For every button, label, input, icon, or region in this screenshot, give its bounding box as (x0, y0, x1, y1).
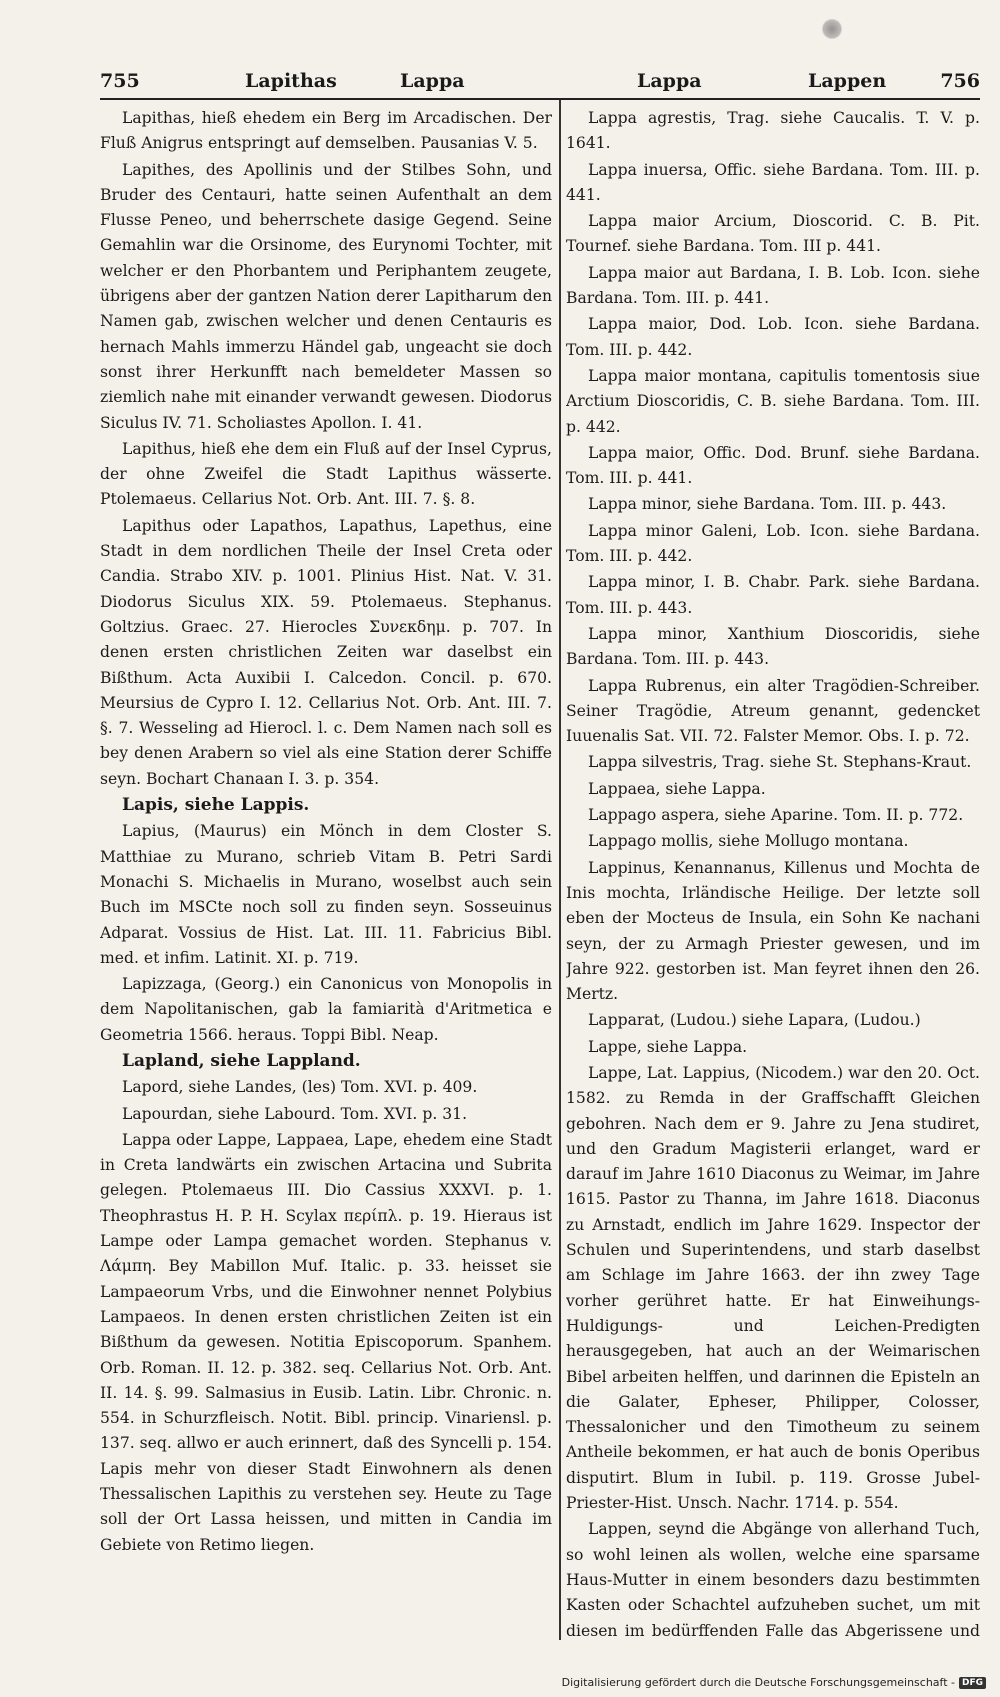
dictionary-entry: Lapland, siehe Lappland. (122, 1050, 361, 1071)
dictionary-entry: Lapithas, hieß ehedem ein Berg im Arcadischen. Der Fluß Anigrus entspringt auf demselben. Pausanias V. 5. (100, 109, 552, 153)
dictionary-entry: Lapizzaga, (Georg.) ein Canonicus von Monopolis in dem Napolitanischen, gab la famiarità d'Aritmetica e Geometria 1566. heraus. Toppi Bibl. Neap. (100, 975, 552, 1044)
dictionary-entry: Lappe, Lat. Lappius, (Nicodem.) war den 20. Oct. 1582. zu Remda in der Graffschafft Gleichen gebohren. Nach dem er 9. Jahre zu Jena studiret, und den Gradum Magisterii erlanget, ward er darauf im Jahre 1610 Diaconus zu Weimar, im Jahre 1615. Pastor zu Thanna, im Jahre 1618. Diaconus zu Arnstadt, endlich im Jahre 1629. Inspector der Schulen und Superintendens, und starb daselbst am Schlage im Jahre 1663. der ihn zwey Tage vorher gerühret hatte. Er hat Einweihungs- Huldigungs- und Leichen-Predigten herausgegeben, hat auch an der Weimarischen Bibel arbeiten helffen, und darinnen die Episteln an die Galater, Epheser, Philipper, Colosser, Thessalonicher und den Timotheum zu seinem Antheile bekommen, er hat auch de bonis Operibus disputirt. Blum in Iubil. p. 119. Grosse Jubel-Priester-Hist. Unsch. Nachr. 1714. p. 554. (566, 1063, 980, 1513)
dfg-logo: DFG (959, 1677, 986, 1689)
dictionary-entry: Lappa minor, Xanthium Dioscoridis, siehe Bardana. Tom. III. p. 443. (566, 624, 980, 669)
dictionary-entry: Lapis, siehe Lappis. (122, 795, 310, 816)
dictionary-entry: Lappa inuersa, Offic. siehe Bardana. Tom. III. p. 441. (566, 160, 980, 204)
dictionary-entry: Lapord, siehe Landes, (les) Tom. XVI. p. 409. (122, 1078, 478, 1097)
dictionary-entry: Lappa oder Lappe, Lappaea, Lape, ehedem eine Stadt in Creta landwärts ein zwischen Artacina und Subrita gelegen. Ptolemaeus III. Dio Cassius XXXVI. p. 1. Theophrastus H. P. H. Scylax περίπλ. p. 19. Hieraus ist Lampe oder Lampa gemachet worden. Stephanus v. Λάμπη. Bey Mabillon Muf. Italic. p. 33. heisset sie Lampaeorum Vrbs, und die Einwohner nennet Polybius Lampaeos. In denen ersten christlichen Zeiten ist ein Bißthum da gewesen. Notitia Episcoporum. Spanhem. Orb. Roman. II. 12. p. 382. seq. Cellarius Not. Orb. Ant. II. 14. §. 99. Salmasius in Eusib. Latin. Libr. Chronic. n. 554. in Schurzfleisch. Notit. Bibl. princip. Vinariensl. p. 137. seq. allwo er auch erinnert, daß des Syncelli p. 154. Lapis mehr von dieser Stadt Einwohnern als denen Thessalischen Lapithis zu verstehen sey. Heute zu Tage soll der Ort Lassa heissen, und mitten in Candia im Gebiete von Retimo liegen. (100, 1130, 552, 1554)
running-head-4: Lappen (808, 70, 887, 92)
footer-credit-text: Digitalisierung gefördert durch die Deutsche Forschungsgemeinschaft - (561, 1676, 955, 1689)
dictionary-entry: Lapithus, hieß ehe dem ein Fluß auf der Insel Cyprus, der ohne Zweifel die Stadt Lapithus wässerte. Ptolemaeus. Cellarius Not. Orb. Ant. III. 7. §. 8. (100, 439, 552, 509)
dictionary-entry: Lappaea, siehe Lappa. (588, 779, 766, 798)
dictionary-entry: Lappen, seynd die Abgänge von allerhand Tuch, so wohl leinen als wollen, welche eine sparsame Haus-Mutter in einem besonders dazu bestimmten Kasten oder Schachtel aufzuheben suchet, um mit diesen im bedürffenden Falle das Abgerissene und (566, 1520, 980, 1640)
dictionary-entry: Lappa maior Arcium, Dioscorid. C. B. Pit. Tournef. siehe Bardana. Tom. III p. 441. (566, 212, 980, 256)
dictionary-entry: Lappa maior aut Bardana, I. B. Lob. Icon. siehe Bardana. Tom. III. p. 441. (566, 263, 980, 308)
dictionary-entry: Lapius, (Maurus) ein Mönch in dem Closter S. Matthiae zu Murano, schrieb Vitam B. Petri Sardi Monachi S. Michaelis in Murano, woselbst auch sein Buch im MSCte noch soll zu finden seyn. Sosseuinus Adparat. Vossius de Hist. Lat. III. 11. Fabricius Bibl. med. et infim. Latinit. XI. p. 719. (100, 822, 552, 967)
left-column (100, 106, 552, 1646)
dictionary-entry: Lappa maior, Offic. Dod. Brunf. siehe Bardana. Tom. III. p. 441. (566, 443, 980, 488)
ink-stain (822, 18, 842, 40)
page-number-right: 756 (940, 70, 980, 92)
dictionary-entry: Lappa maior, Dod. Lob. Icon. siehe Bardana. Tom. III. p. 442. (566, 315, 980, 359)
dictionary-entry: Lappa minor, siehe Bardana. Tom. III. p. 443. (588, 495, 947, 514)
column-divider (559, 100, 561, 1640)
running-head-1: Lapithas (245, 70, 337, 92)
dictionary-entry: Lappa agrestis, Trag. siehe Caucalis. T. V. p. 1641. (566, 109, 980, 153)
footer-credit (562, 1676, 986, 1689)
dictionary-entry: Lappinus, Kenannanus, Killenus und Mochta de Inis mochta, Irländische Heilige. Der letzte soll eben der Mocteus de Insula, ein Sohn Ke nachani seyn, der zu Armagh Priester gewesen, und im Jahre 922. gestorben ist. Man feyret ihnen den 26. Mertz. (566, 858, 980, 1004)
dictionary-entry: Lappago mollis, siehe Mollugo montana. (588, 832, 909, 851)
header-rule (100, 98, 980, 100)
dictionary-entry: Lappago aspera, siehe Aparine. Tom. II. p. 772. (588, 806, 964, 825)
dictionary-entry: Lappe, siehe Lappa. (588, 1037, 748, 1056)
page-header (100, 66, 980, 102)
running-head-2: Lappa (400, 70, 465, 92)
dictionary-entry: Lappa minor, I. B. Chabr. Park. siehe Bardana. Tom. III. p. 443. (566, 573, 980, 617)
dictionary-entry: Lapithes, des Apollinis und der Stilbes Sohn, und Bruder des Centauri, hatte seinen Aufenthalt an dem Flusse Peneo, und beherrschete dasige Gegend. Seine Gemahlin war die Orsinome, des Eurynomi Tochter, mit welcher er den Phorbantem und Periphantem zeugete, übrigens aber der gantzen Nation derer Lapitharum den Namen gab, zwischen welcher und denen Centauris es hernach Mahls immerzu Händel gab, ungeacht sie doch sonst ihrer Herkunfft nach bemeldeter Massen so ziemlich nahe mit einander verwandt gewesen. Diodorus Siculus IV. 71. Scholiastes Apollon. I. 41. (100, 160, 552, 432)
dictionary-entry: Lapithus oder Lapathos, Lapathus, Lapethus, eine Stadt in dem nordlichen Theile der Insel Creta oder Candia. Strabo XIV. p. 1001. Plinius Hist. Nat. V. 31. Diodorus Siculus XIX. 59. Ptolemaeus. Stephanus. Goltzius. Graec. 27. Hierocles Συνεκδημ. p. 707. In denen ersten christlichen Zeiten war daselbst ein Bißthum. Acta Auxibii I. Calcedon. Concil. p. 670. Meursius de Cypro I. 12. Cellarius Not. Orb. Ant. III. 7. §. 7. Wesseling ad Hierocl. l. c. Dem Namen nach soll es bey denen Arabern so viel als eine Station derer Schiffe seyn. Bochart Chanaan I. 3. p. 354. (100, 516, 552, 788)
running-head-3: Lappa (637, 70, 702, 92)
dictionary-entry: Lappa maior montana, capitulis tomentosis siue Arctium Dioscoridis, C. B. siehe Bardana. Tom. III. p. 442. (566, 366, 980, 436)
dictionary-entry: Lapparat, (Ludou.) siehe Lapara, (Ludou.) (588, 1011, 921, 1030)
right-column (566, 106, 980, 1646)
dictionary-entry: Lapourdan, siehe Labourd. Tom. XVI. p. 31. (122, 1104, 468, 1123)
dictionary-entry: Lappa silvestris, Trag. siehe St. Stephans-Kraut. (588, 753, 972, 772)
dictionary-entry: Lappa minor Galeni, Lob. Icon. siehe Bardana. Tom. III. p. 442. (566, 521, 980, 566)
dictionary-entry: Lappa Rubrenus, ein alter Tragödien-Schreiber. Seiner Tragödie, Atreum genannt, gedencket Iuuenalis Sat. VII. 72. Falster Memor. Obs. I. p. 72. (566, 676, 980, 746)
page-number-left: 755 (100, 70, 140, 92)
